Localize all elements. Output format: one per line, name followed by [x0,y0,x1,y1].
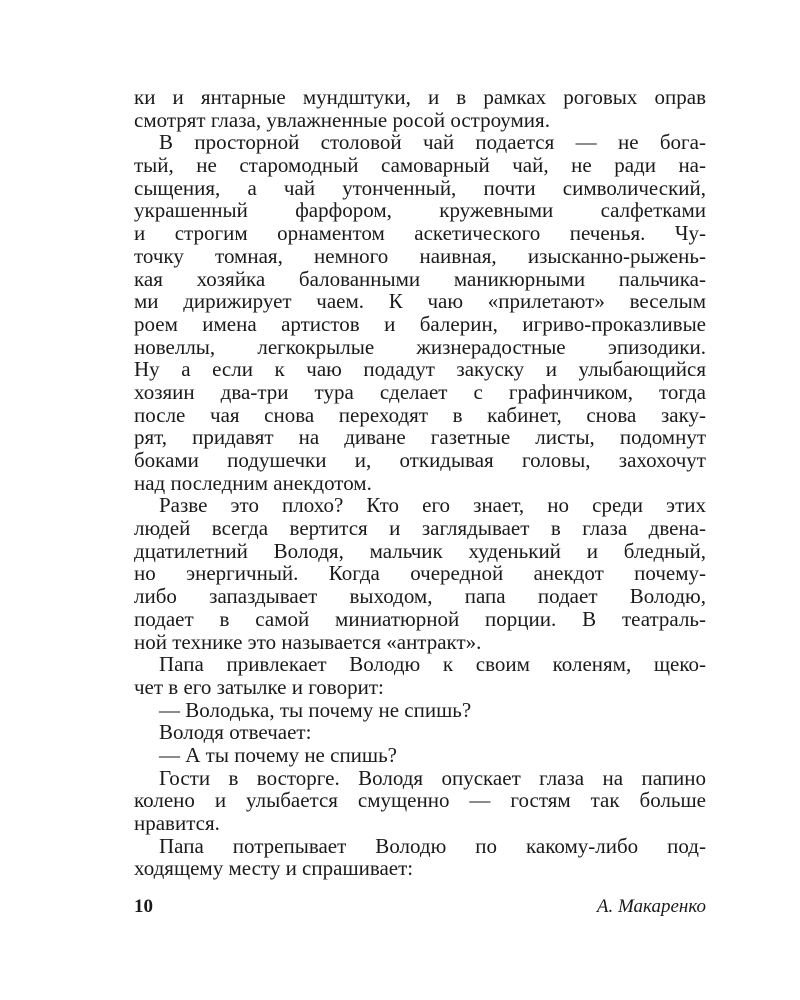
text-line: роем имена артистов и балерин, игриво-проказливые [134,311,706,336]
text-line: и строгим орнаментом аскетического печенья. Чу- [134,221,706,246]
running-author: А. Макаренко [596,896,706,917]
text-line: чет в его затылке и говорит: [134,674,384,699]
text-line: после чая снова переходят в кабинет, снова заку- [134,402,706,427]
text-line: нравится. [134,811,220,835]
dialogue-line: — Володька, ты почему не спишь? [159,697,472,722]
text-line: колено и улыбается смущенно — гостям так больше [134,788,706,813]
text-line: смотрят глаза, увлажненные росой остроумия. [134,107,550,132]
text-line: ходящему месту и спрашивает: [134,856,414,881]
text-line: рят, придавят на диване газетные листы, подомнут [134,425,706,450]
text-line: Разве это плохо? Кто его знает, но среди этих [159,493,706,518]
text-line: Володя отвечает: [159,720,312,745]
text-line: точку томная, немного наивная, изысканно-рыжень- [134,243,706,268]
text-line: либо запаздывает выходом, папа подает Володю, [134,584,706,609]
text-line: дцатилетний Володя, мальчик худенький и бледный, [134,538,706,563]
text-line: ной технике это называется «антракт». [134,629,482,654]
text-line: хозяин два-три тура сделает с графинчиком, тогда [134,379,706,404]
text-line: Папа потрепывает Володю по какому-либо под- [159,833,706,858]
page-footer [134,896,706,920]
dialogue-line: — А ты почему не спишь? [159,742,397,767]
text-line: Ну а если к чаю подадут закуску и улыбающийся [134,357,706,382]
page-number: 10 [134,896,153,917]
text-line: тый, не старомодный самоварный чай, не ради на- [134,153,706,178]
text-line: Гости в восторге. Володя опускает глаза на папино [159,765,706,790]
text-line: ми дирижирует чаем. К чаю «прилетают» веселым [134,289,706,314]
book-page-text [134,86,706,880]
text-line: новеллы, легкокрылые жизнерадостные эпизодики. [134,334,706,359]
text-line: но энергичный. Когда очередной анекдот почему- [134,561,706,586]
text-line: людей всегда вертится и заглядывает в глаза двена- [134,516,706,541]
text-line: кая хозяйка балованными маникюрными пальчика- [134,266,706,291]
text-line: сыщения, а чай утонченный, почти символический, [134,175,706,200]
text-line: украшенный фарфором, кружевными салфетками [134,198,706,223]
text-line: Папа привлекает Володю к своим коленям, щеко- [159,652,706,677]
text-line: подает в самой миниатюрной порции. В театраль- [134,606,706,631]
text-line: В просторной столовой чай подается — не бога- [159,130,706,155]
text-line: над последним анекдотом. [134,470,372,495]
text-line: ки и янтарные мундштуки, и в рамках роговых оправ [134,85,706,109]
text-line: боками подушечки и, откидывая головы, захохочут [134,448,706,472]
